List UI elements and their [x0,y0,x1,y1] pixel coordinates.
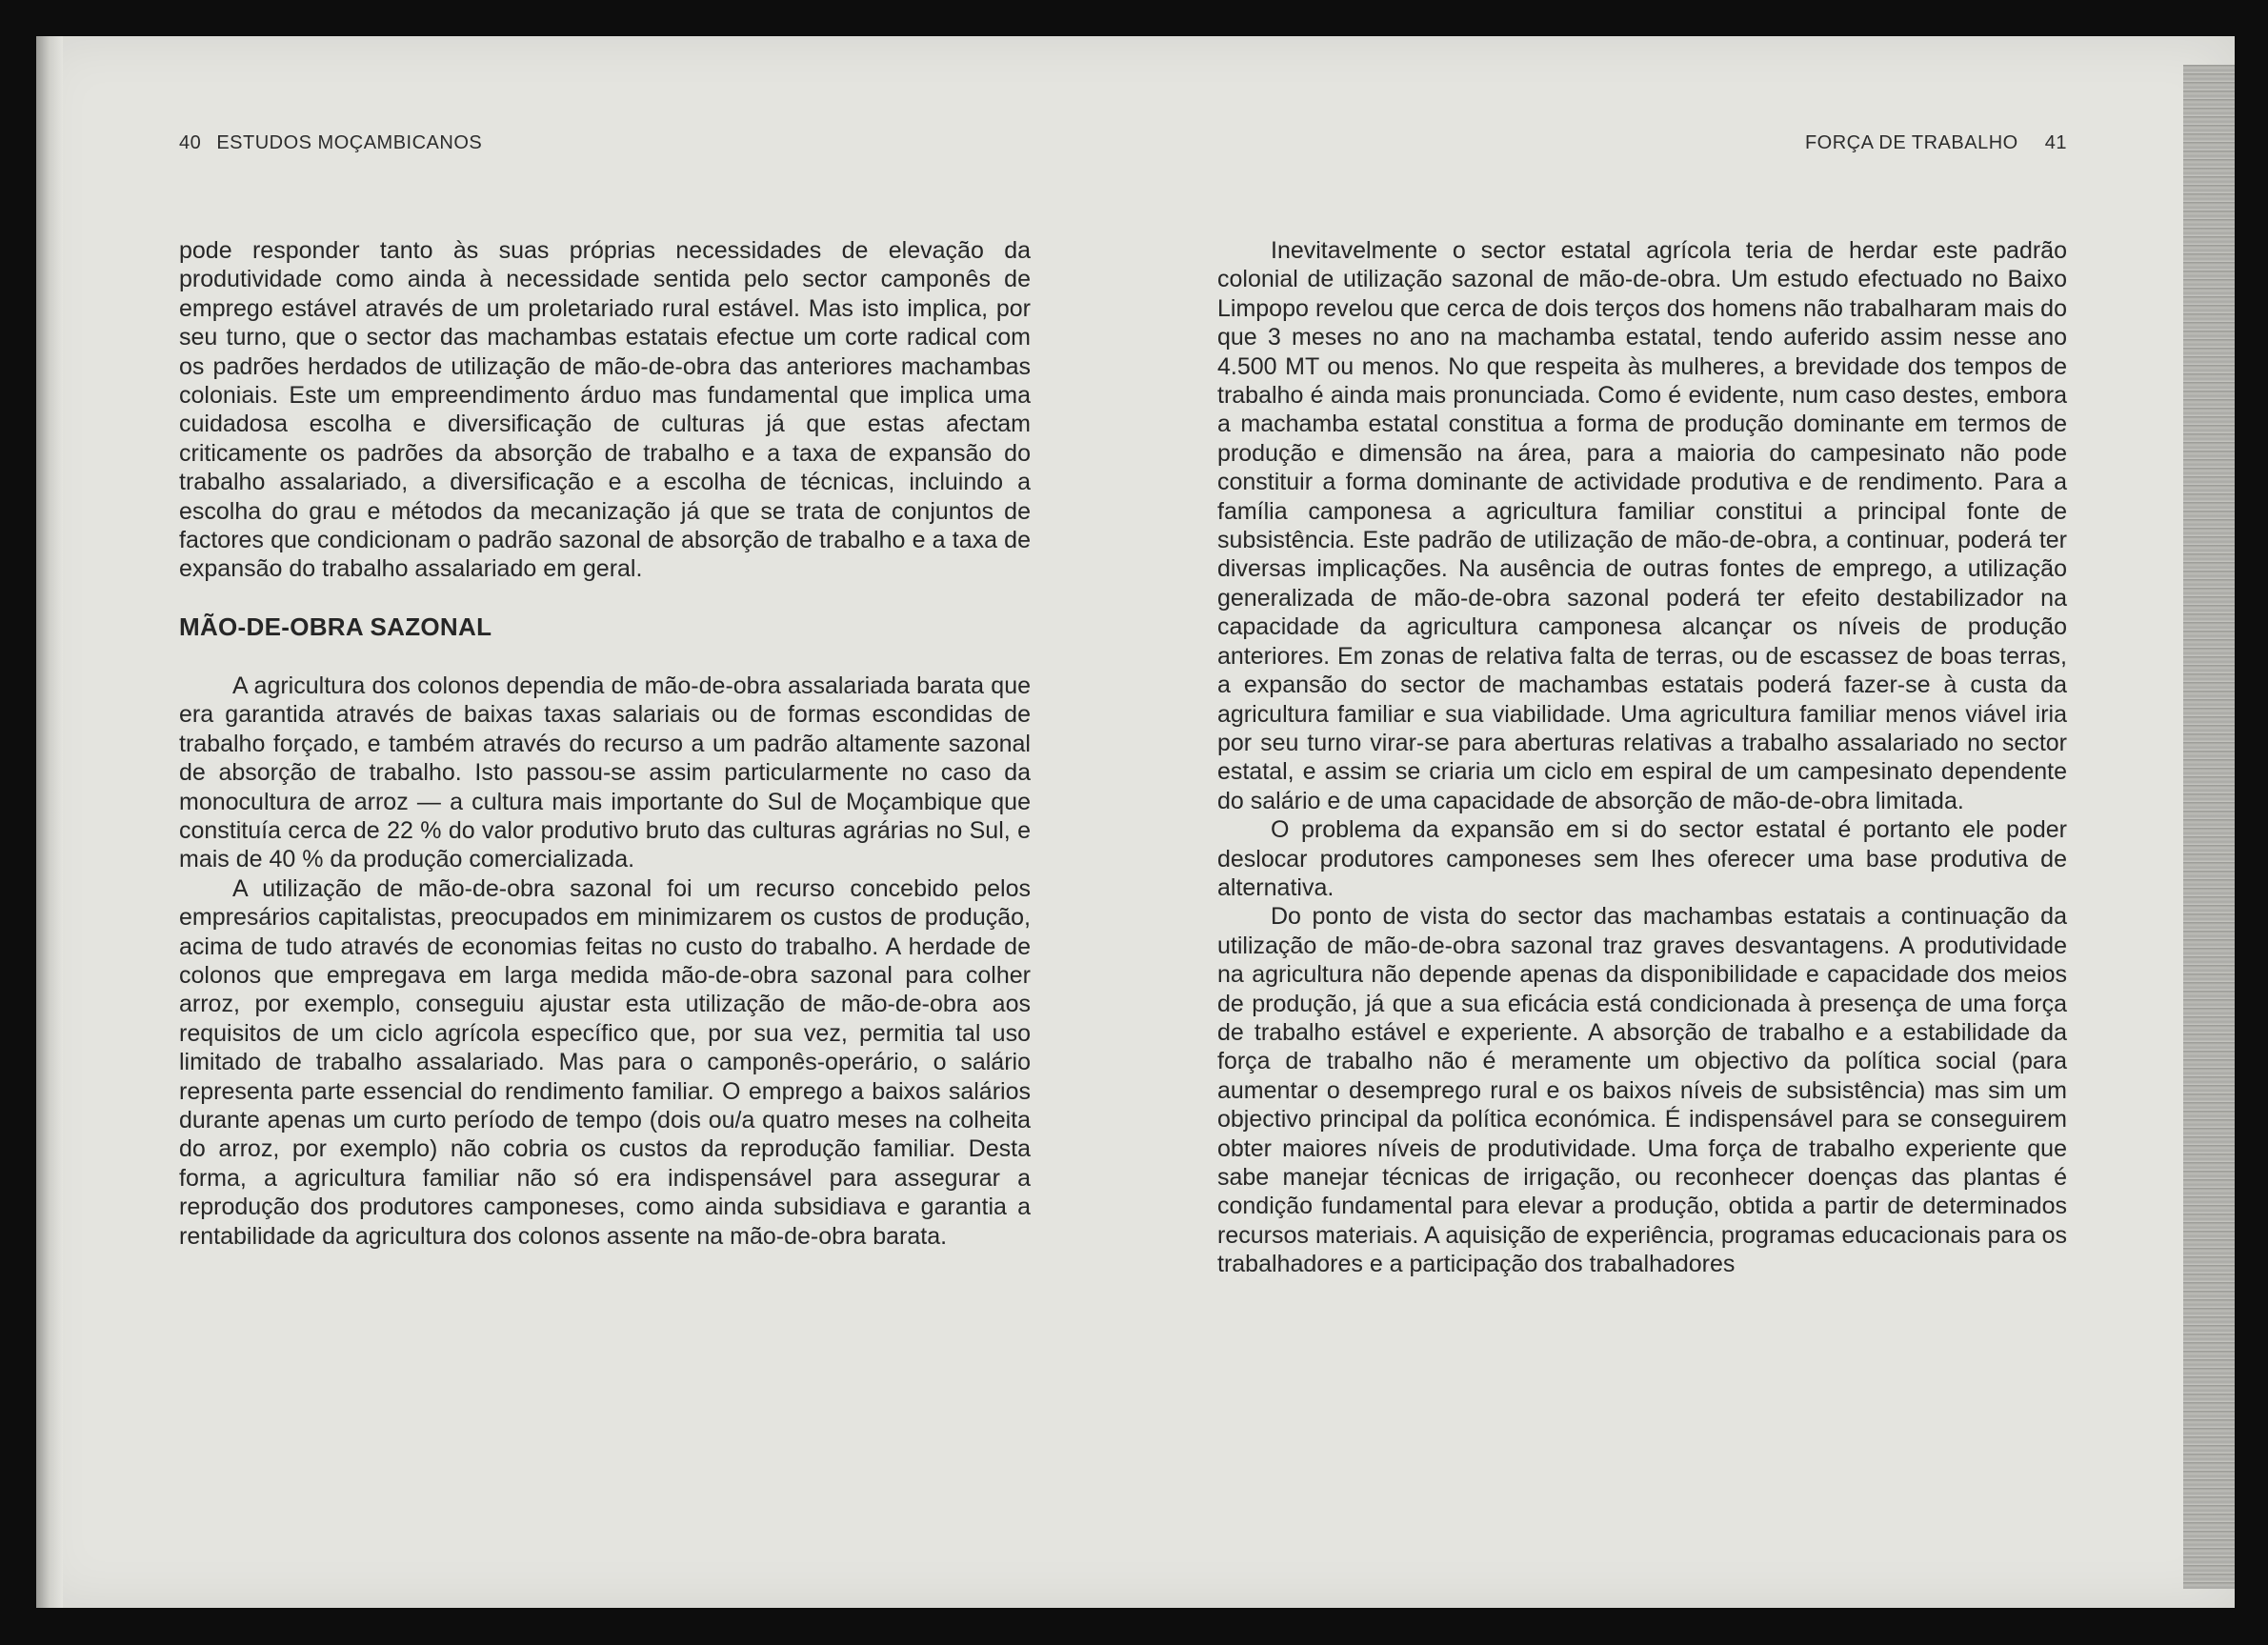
section-heading: MÃO-DE-OBRA SAZONAL [179,612,492,641]
left-intro-paragraph: pode responder tanto às suas próprias necessidades de elevação da produtividade como ainda à necessidade sentida pelo sector camponês de emprego estável através de um proletariado rural estável. Mas isto implica, por seu turno, que o sector das machambas estatais efectue um corte radical com os padrões herdados de utilização de mão-de-obra das anteriores machambas coloniais. Este um empreendimento árduo mas fundamental que implica uma cuidadosa escolha e diversificação de culturas já que estas afectam criticamente os padrões da absorção de trabalho e a taxa de expansão do trabalho assalariado, a diversificação e a escolha de técnicas, incluindo a escolha do grau e métodos da mecanização já que se trata de conjuntos de factores que condicionam o padrão sazonal de absorção de trabalho e a taxa de expansão do trabalho assalariado em geral. [179,237,1031,583]
right-page-number: 41 [2044,132,2067,153]
left-page [179,131,1031,1251]
right-running-title: FORÇA DE TRABALHO [1804,132,2018,153]
left-paragraph-1: A agricultura dos colonos dependia de mão-de-obra assalariada barata que era garantida através de baixas taxas salariais ou de formas escondidas de trabalho forçado, e também através do recurso a um padrão altamente sazonal de absorção de trabalho. Isto passou-se assim particularmente no caso da monocultura de arroz — a cultura mais importante do Sul de Moçambique que constituía cerca de 22 % do valor produtivo bruto das culturas agrárias no Sul, e mais de 40 % da produção comercializada. [179,672,1031,873]
left-body [179,236,1031,1251]
left-page-number: 40 [179,132,202,153]
right-body [1217,236,2067,1279]
left-running-head [179,131,1031,154]
right-running-head [1217,131,2067,154]
left-paragraph-2: A utilização de mão-de-obra sazonal foi um recurso concebido pelos empresários capitalistas, preocupados em minimizarem os custos de produção, acima de tudo através de economias feitas no custo do trabalho. A herdade de colonos que empregava em larga medida mão-de-obra sazonal para colher arroz, por exemplo, conseguiu ajustar esta utilização de mão-de-obra aos requisitos de um ciclo agrícola específico que, por sua vez, permitia tal uso limitado de trabalho assalariado. Mas para o camponês-operário, o salário representa parte essencial do rendimento familiar. O emprego a baixos salários durante apenas um curto período de tempo (dois ou/a quatro meses na colheita do arroz, por exemplo) não cobria os custos da reprodução familiar. Desta forma, a agricultura familiar não só era indispensável para assegurar a reprodução dos produtores camponeses, como ainda subsidiava e garantia a rentabilidade da agricultura dos colonos assente na mão-de-obra barata. [179,874,1031,1250]
right-paragraph-1: Inevitavelmente o sector estatal agrícola teria de herdar este padrão colonial de utilização sazonal de mão-de-obra. Um estudo efectuado no Baixo Limpopo revelou que cerca de dois terços dos homens não trabalharam mais do que 3 meses no ano na machamba estatal, tendo auferido assim nesse ano 4.500 MT ou menos. No que respeita às mulheres, a brevidade dos tempos de trabalho é ainda mais pronunciada. Como é evidente, num caso destes, embora a machamba estatal constitua a forma de produção dominante em termos de produção e dimensão na área, para a maioria do campesinato não pode constituir a forma dominante de actividade produtiva e de rendimento. Para a família camponesa a agricultura familiar constitui a principal fonte de subsistência. Este padrão de utilização de mão-de-obra, a continuar, poderá ter diversas implicações. Na ausência de outras fontes de emprego, a utilização generalizada de mão-de-obra sazonal poderá ter efeito destabilizador na capacidade da agricultura camponesa alcançar os níveis de produção anteriores. Em zonas de relativa falta de terras, ou de escassez de boas terras, a expansão do sector de machambas estatais poderá fazer-se à custa da agricultura familiar e sua viabilidade. Uma agricultura familiar menos viável iria por seu turno virar-se para aberturas relativas a trabalho assalariado no sector estatal, e assim se criaria um ciclo em espiral de um campesinato dependente do salário e de uma capacidade de absorção de mão-de-obra limitada. [1217,237,2067,814]
left-running-title: ESTUDOS MOÇAMBICANOS [216,132,483,153]
book-spread [36,36,2235,1608]
right-paragraph-2: O problema da expansão em si do sector estatal é portanto ele poder deslocar produtores camponeses sem lhes oferecer uma base produtiva de alternativa. [1217,816,2067,901]
right-paragraph-3: Do ponto de vista do sector das machambas estatais a continuação da utilização de mão-de-obra sazonal traz graves desvantagens. A produtividade na agricultura não depende apenas da disponibilidade e capacidade dos meios de produção, já que a sua eficácia está condicionada à presença de uma força de trabalho estável e experiente. A absorção de trabalho e a estabilidade da força de trabalho não é meramente um objectivo da política social (para aumentar o desemprego rural e os baixos níveis de subsistência) mas sim um objectivo principal da política económica. É indispensável para se conseguirem obter maiores níveis de produtividade. Uma força de trabalho experiente que sabe manejar técnicas de irrigação, ou reconhecer doenças das plantas é condição fundamental para elevar a produção, obtida a partir de determinados recursos materiais. A aquisição de experiência, programas educacionais para os trabalhadores e a participação dos trabalhadores [1217,903,2067,1278]
right-page [1217,131,2067,1279]
page-edge-right [2183,65,2235,1589]
page-edge-left [36,36,63,1608]
